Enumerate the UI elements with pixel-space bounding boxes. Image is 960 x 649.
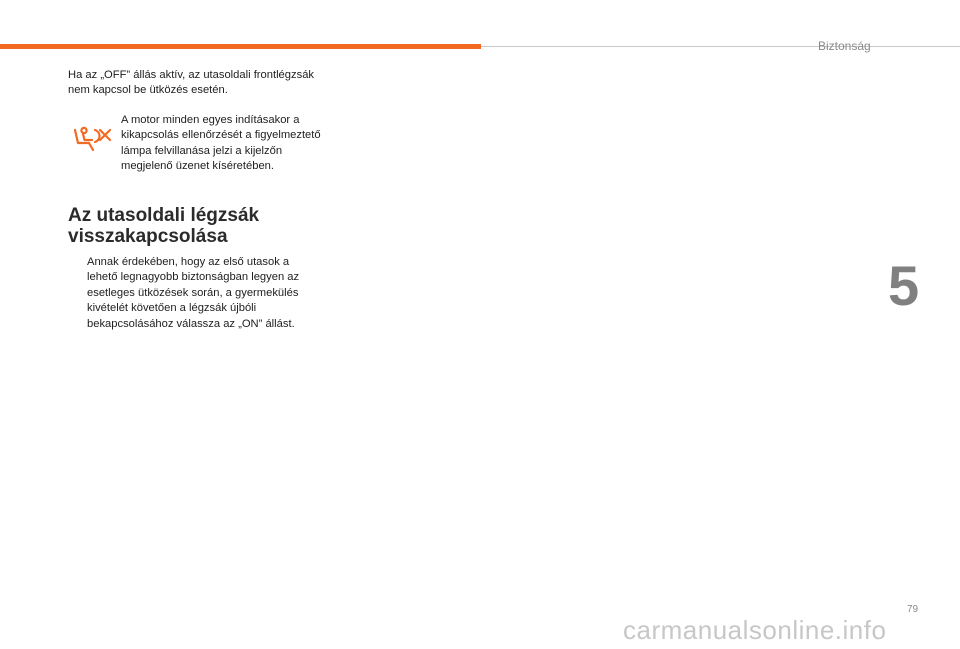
section-heading: Az utasoldali légzsák visszakapcsolása: [68, 205, 260, 247]
header-accent-bar: [0, 44, 481, 49]
warning-lamp-text: A motor minden egyes indításakor a kikapcsolás ellenőrzését a figyelmeztető lámpa felvillanása jelzi a kijelzőn megjelenő üzenet kíséretében.: [121, 114, 321, 173]
chapter-number: 5: [888, 254, 920, 317]
section-title: Biztonság: [818, 39, 871, 53]
page-number: 79: [907, 604, 919, 615]
header-divider: [481, 46, 960, 47]
paragraph-off-position: Ha az „OFF” állás aktív, az utasoldali frontlégzsák nem kapcsol be ütközés esetén.: [68, 69, 315, 97]
watermark: carmanualsonline.info: [623, 615, 887, 645]
instruction-paragraph: Annak érdekében, hogy az első utasok a lehető legnagyobb biztonságban legyen az esetleges ütközések során, a gyermekülés kivételét követően a légzsák újbóli bekapcsolásához válassza az „ON” állást.: [87, 256, 300, 330]
airbag-off-warning-icon: [71, 126, 113, 152]
